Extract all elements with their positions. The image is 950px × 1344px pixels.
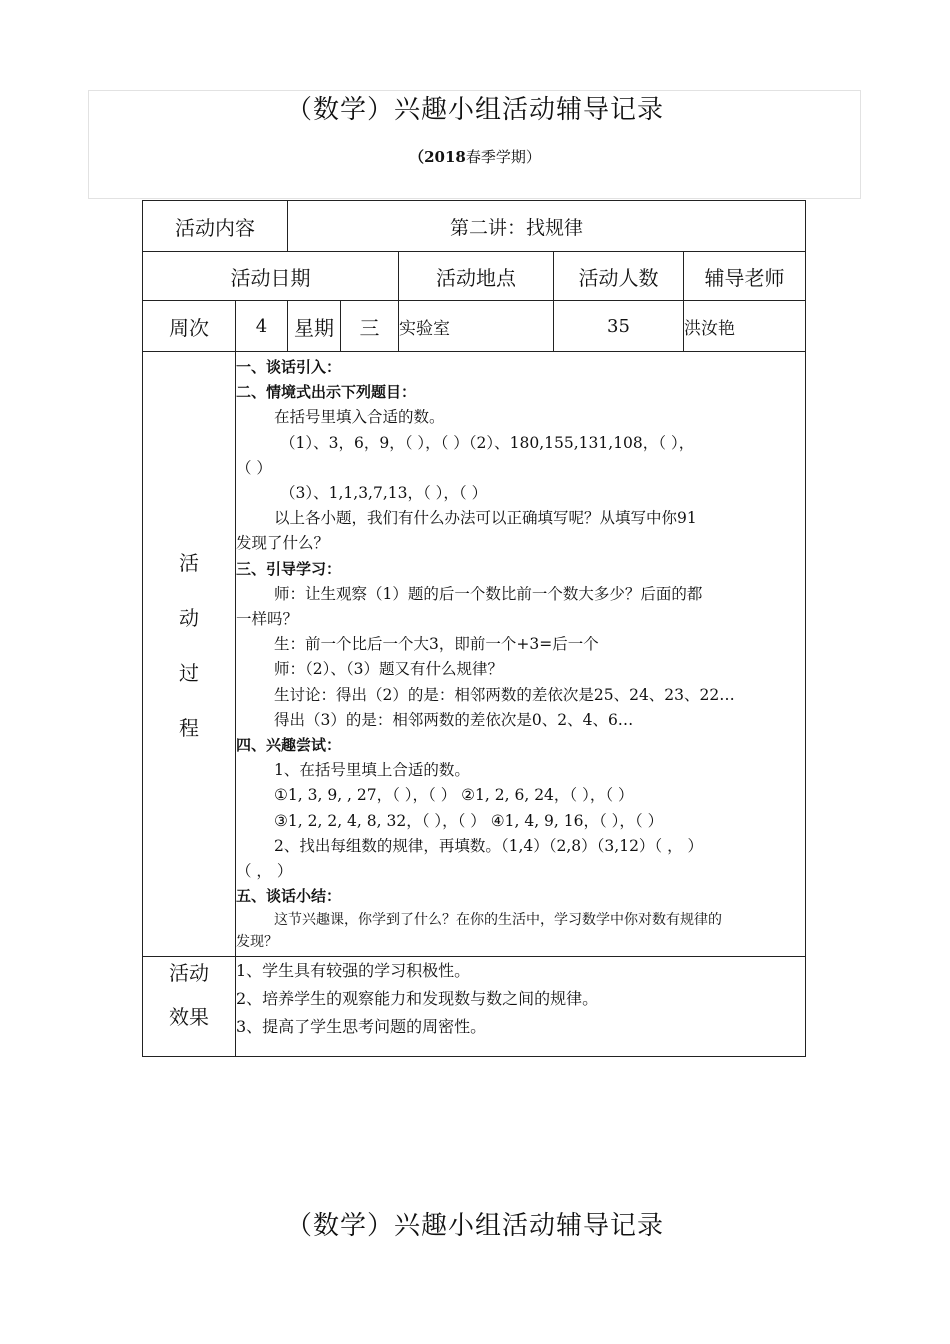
content-label: 活动内容 [143, 201, 288, 252]
process-line: 1、在括号里填上合适的数。 [274, 761, 470, 780]
activity-record-table [142, 200, 806, 1057]
process-label-char: 活 [179, 551, 199, 575]
process-label [143, 547, 235, 741]
process-line: 发现？ [236, 934, 278, 951]
process-line: 生讨论：得出（2）的是：相邻两数的差依次是25、24、23、22… [274, 685, 735, 704]
subtitle-year: （2018 [409, 148, 466, 166]
date-label: 活动日期 [143, 252, 399, 301]
process-line: （ ） [236, 458, 272, 477]
process-line: 以上各小题，我们有什么办法可以正确填写呢？从填写中你91 [274, 509, 697, 528]
row-content [143, 201, 806, 252]
process-line: ①1, 3, 9, , 27，（ ），（ ） ②1, 2, 6, 24，（ ），（ ） [274, 786, 634, 805]
effect-line: 1、学生具有较强的学习积极性。 [236, 961, 471, 980]
row-effect [143, 957, 806, 1057]
next-page-title: （数学）兴趣小组活动辅导记录 [285, 1211, 664, 1241]
process-line: 一样吗？ [236, 610, 299, 629]
process-line: 一、谈话引入： [236, 358, 342, 376]
process-content-cell [236, 352, 806, 957]
effect-label-cell [143, 957, 236, 1057]
subtitle-term: 春季学期） [465, 148, 541, 166]
process-line: 得出（3）的是：相邻两数的差依次是0、2、4、6… [274, 710, 634, 729]
effect-label-line: 效果 [169, 1005, 209, 1029]
effect-line: 3、提高了学生思考问题的周密性。 [236, 1017, 487, 1036]
process-line: ③1, 2, 2, 4, 8, 32，（ ），（ ） ④1, 4, 9, 16，（ ），（ ） [274, 811, 664, 830]
process-line: 五、谈话小结： [236, 887, 342, 906]
weekday-label: 星期 [288, 301, 341, 352]
process-line: 这节兴趣课，你学到了什么？在你的生活中，学习数学中你对数有规律的 [274, 912, 722, 929]
process-line: 师：（2）、（3）题又有什么规律？ [274, 660, 503, 679]
week-label: 周次 [143, 301, 236, 352]
process-line: 二、情境式出示下列题目： [236, 383, 417, 402]
process-line: 师：让生观察（1）题的后一个数比前一个数大多少？后面的都 [274, 584, 703, 603]
process-line: （ ， ） [236, 862, 293, 881]
process-line: 在括号里填入合适的数。 [274, 408, 445, 427]
teacher-label: 辅导老师 [684, 252, 806, 301]
weekday-value: 三 [341, 301, 399, 352]
process-line: 发现了什么？ [236, 534, 330, 553]
process-line: 三、引导学习： [236, 559, 342, 578]
effect-label [143, 951, 235, 1039]
row-headers [143, 252, 806, 301]
place-label: 活动地点 [399, 252, 554, 301]
process-label-char: 程 [179, 716, 199, 740]
effect-label-line: 活动 [169, 961, 209, 985]
count-label: 活动人数 [554, 252, 684, 301]
process-content [236, 352, 805, 953]
process-line: （1）、3，6，9，（ ），（ ）（2）、180,155,131,108，（ ）， [280, 433, 695, 452]
process-label-char: 动 [179, 606, 199, 630]
place-value: 实验室 [399, 301, 554, 352]
row-process [143, 352, 806, 957]
process-line: （3）、1,1,3,7,13，（ ），（ ） [280, 484, 488, 503]
process-line: 2、找出每组数的规律，再填数。（1,4）（2,8）（3,12）（ ， ） [274, 836, 704, 855]
effect-content-cell [236, 957, 806, 1057]
content-value: 第二讲：找规律 [288, 201, 806, 252]
effect-line: 2、培养学生的观察能力和发现数与数之间的规律。 [236, 989, 599, 1008]
process-line: 四、兴趣尝试： [236, 736, 342, 755]
process-label-char: 过 [179, 661, 199, 685]
count-value: 35 [554, 301, 684, 352]
process-label-cell [143, 352, 236, 957]
page-title: （数学）兴趣小组活动辅导记录 [285, 95, 664, 125]
process-line: 生：前一个比后一个大3，即前一个+3=后一个 [274, 635, 599, 654]
row-values [143, 301, 806, 352]
week-value: 4 [236, 301, 288, 352]
teacher-value: 洪汝艳 [684, 301, 806, 352]
page-subtitle [0, 146, 950, 167]
